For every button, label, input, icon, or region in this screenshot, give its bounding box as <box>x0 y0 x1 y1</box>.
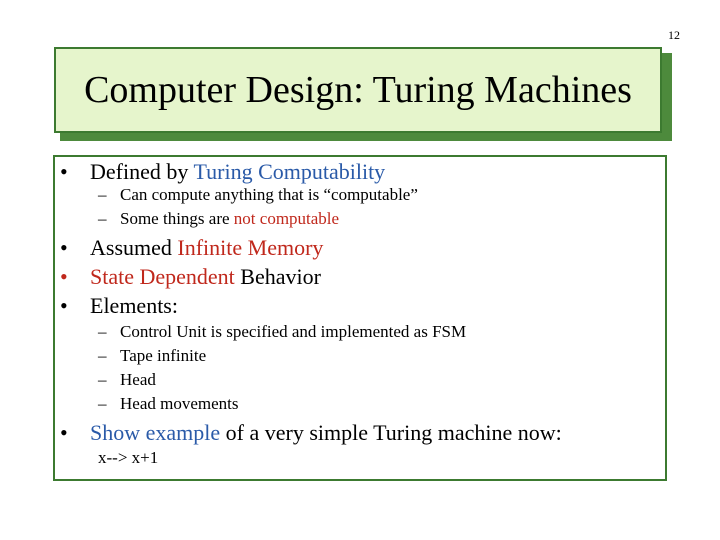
title-box <box>54 47 662 133</box>
item-text-highlight: Infinite Memory <box>177 235 324 260</box>
slide-title: Computer Design: Turing Machines <box>84 69 632 111</box>
bullet-marker: • <box>60 293 68 318</box>
sub-item-text-highlight: not computable <box>233 209 340 228</box>
sub-item-text: Some things are <box>120 209 234 228</box>
item-text: of a very simple Turing machine now: <box>220 420 562 445</box>
item-text-highlight: Turing Computability <box>193 159 386 184</box>
item-text: Defined by <box>90 159 194 184</box>
item-text: Behavior <box>234 264 321 289</box>
bullet-marker: • <box>60 235 68 260</box>
dash-marker: – <box>98 394 107 413</box>
sub-item-text: Head <box>120 370 156 389</box>
dash-marker: – <box>98 346 107 365</box>
page-number: 12 <box>668 28 680 42</box>
dash-marker: – <box>98 370 107 389</box>
bullet-marker: • <box>60 159 68 184</box>
content-box <box>53 155 667 481</box>
sub-item-text: Tape infinite <box>120 346 207 365</box>
dash-marker: – <box>98 185 107 204</box>
sub-item-text: Control Unit is specified and implemented as FSM <box>120 322 467 341</box>
sub-item-text: Head movements <box>120 394 239 413</box>
dash-marker: – <box>98 209 107 228</box>
item-text: Assumed <box>90 235 178 260</box>
dash-marker: – <box>98 322 107 341</box>
bullet-marker: • <box>60 264 68 289</box>
item-text-highlight: State Dependent <box>90 264 235 289</box>
item-text: Elements: <box>90 293 178 318</box>
formula-text: x--> x+1 <box>98 448 159 467</box>
bullet-marker: • <box>60 420 68 445</box>
sub-item-text: Can compute anything that is “computable” <box>120 185 418 204</box>
item-text-highlight: Show example <box>90 420 221 445</box>
